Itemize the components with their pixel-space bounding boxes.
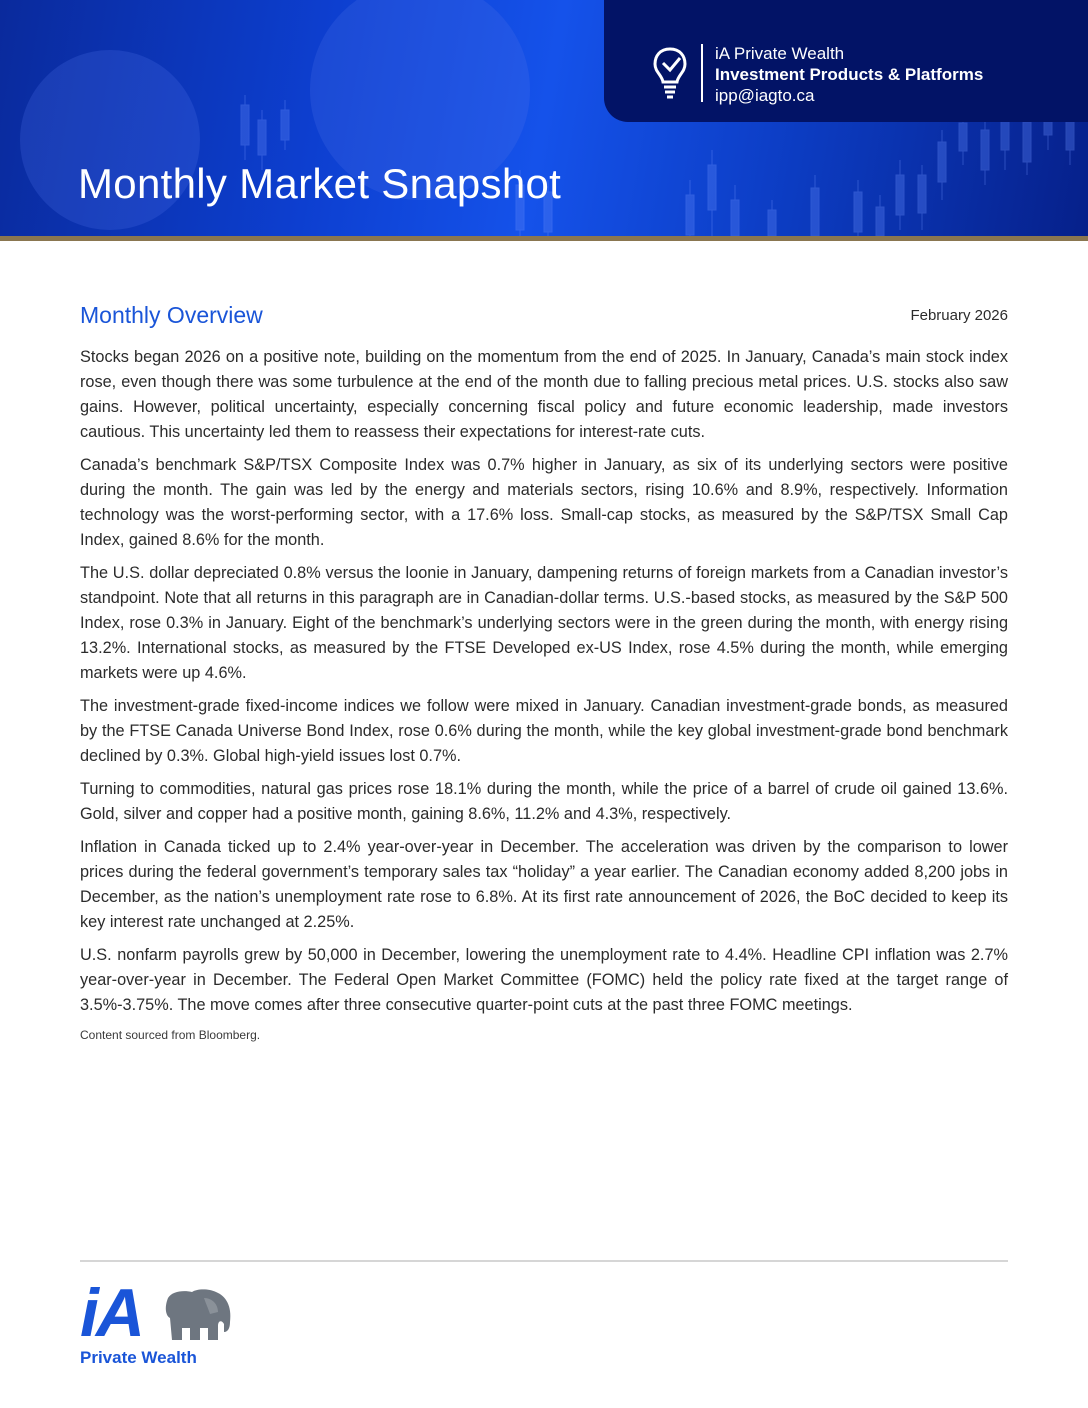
contact-divider [701,44,703,102]
page-title: Monthly Market Snapshot [78,160,562,207]
paragraph: Stocks began 2026 on a positive note, building on the momentum from the end of 2025. In January, Canada’s main stock index rose, even though there was some turbulence at the end of the month due to falling precious metal prices. U.S. stocks also saw gains. However, political uncertainty, especially concerning fiscal policy and future economic leadership, made investors cautious. This uncertainty led them to reassess their expectations for interest-rate cuts. [80,348,1008,441]
paragraph: The investment-grade fixed-income indices we follow were mixed in January. Canadian investment-grade bonds, as measured by the FTSE Canada Universe Bond Index, rose 0.6% during the month, while the key global investment-grade bond benchmark declined by 0.3%. Global high-yield issues lost 0.7%. [80,697,1008,765]
source-note: Content sourced from Bloomberg. [80,1028,261,1042]
contact-department: Investment Products & Platforms [715,65,984,84]
paragraph: U.S. nonfarm payrolls grew by 50,000 in December, lowering the unemployment rate to 4.4%. Headline CPI inflation was 2.7% year-over-year in December. The Federal Open Market Committee (FOMC) held the policy rate fixed at the target range of 3.5%-3.75%. The move comes after three consecutive quarter-point cuts at the past three FOMC meetings. [80,946,1008,1014]
paragraph: The U.S. dollar depreciated 0.8% versus the loonie in January, dampening returns of foreign markets from a Canadian investor’s standpoint. Note that all returns in this paragraph are in Canadian-dollar terms. U.S.-based stocks, as measured by the S&P 500 Index, rose 0.3% in January. Eight of the benchmark’s underlying sectors were in the green during the month, with energy rising 13.2%. International stocks, as measured by the FTSE Developed ex-US Index, rose 4.5% during the month, while emerging markets were up 4.6%. [80,564,1008,682]
contact-details [715,43,983,106]
logo-ia-text: iA [80,1275,142,1351]
contact-panel [604,0,1088,122]
elephant-icon [160,1288,234,1346]
paragraph: Canada’s benchmark S&P/TSX Composite Index was 0.7% higher in January, as six of its underlying sectors were positive during the month. The gain was led by the energy and materials sectors, rising 10.6% and 8.9%, respectively. Information technology was the worst-performing sector, with a 17.6% loss. Small-cap stocks, as measured by the S&P/TSX Small Cap Index, gained 8.6% for the month. [80,456,1008,549]
paragraph: Inflation in Canada ticked up to 2.4% year-over-year in December. The acceleration was driven by the comparison to lower prices during the federal government’s temporary sales tax “holiday” a year earlier. The Canadian economy added 8,200 jobs in December, as the nation’s unemployment rate rose to 6.8%. At its first rate announcement of 2026, the BoC decided to keep its key interest rate unchanged at 2.25%. [80,838,1008,931]
logo-mark [80,1275,240,1351]
header-gold-rule [0,236,1088,241]
section-title: Monthly Overview [80,302,263,328]
document-date: February 2026 [910,307,1008,324]
contact-email[interactable]: ipp@iagto.ca [715,86,815,105]
overview-body [80,345,1008,1042]
lightbulb-icon [652,46,688,100]
header-banner [0,0,1088,236]
paragraph: Turning to commodities, natural gas prices rose 18.1% during the month, while the price of a barrel of crude oil gained 13.6%. Gold, silver and copper had a positive month, gaining 8.6%, 11.2% and 4.3%, respectively. [80,780,1008,823]
contact-company: iA Private Wealth [715,44,845,63]
company-logo [80,1275,240,1368]
footer-divider [80,1260,1008,1262]
logo-name: Private Wealth [80,1348,197,1367]
